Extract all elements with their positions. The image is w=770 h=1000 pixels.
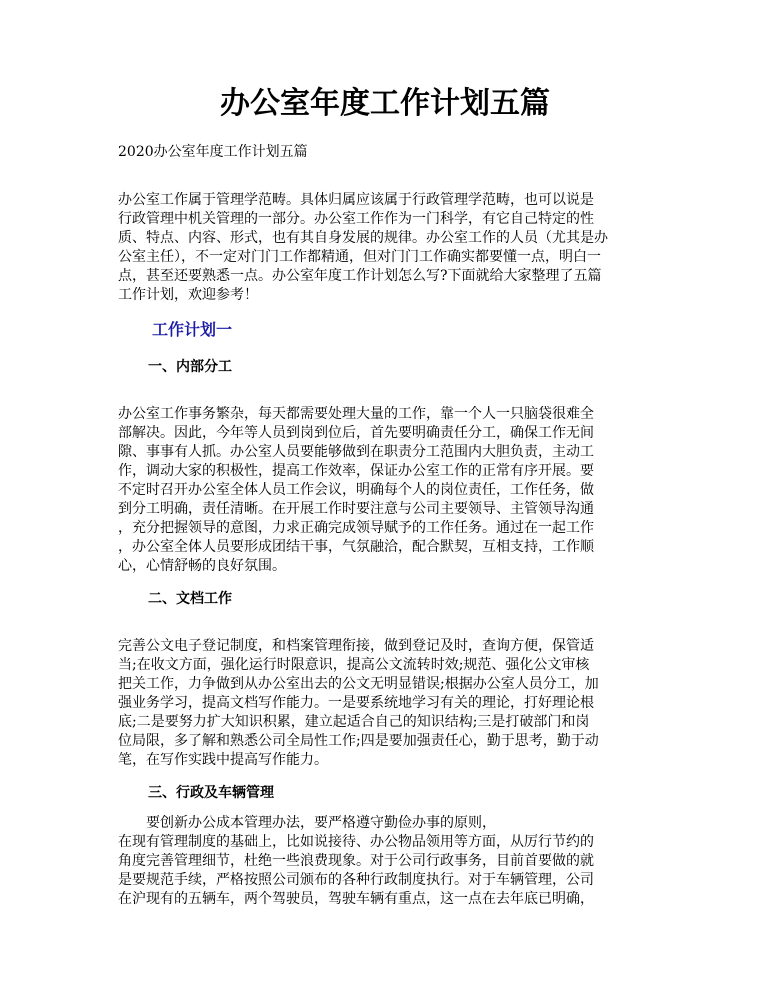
paragraph-line: 当;在收文方面，强化运行时限意识，提高公文流转时效;规范、强化公文审核 — [118, 657, 590, 673]
intro-line: 行政管理中机关管理的一部分。办公室工作作为一门科学，有它自己特定的性 — [118, 211, 594, 227]
intro-line: 办公室工作属于管理学范畴。具体归属应该属于行政管理学范畴，也可以说是 — [118, 192, 594, 208]
paragraph-line: 部解决。因此，今年等人员到岗到位后，首先要明确责任分工，确保工作无间 — [118, 425, 594, 441]
paragraph-line: 把关工作，力争做到从办公室出去的公文无明显错误;根据办公室人员分工，加 — [118, 676, 599, 692]
document-subtitle: 2020办公室年度工作计划五篇 — [118, 144, 308, 160]
paragraph-line: 到分工明确，责任清晰。在开展工作时要注意与公司主要领导、主管领导沟通 — [118, 501, 594, 517]
paragraph-line: 位局限，多了解和熟悉公司全局性工作;四是要加强责任心，勤于思考，勤于动 — [118, 733, 599, 749]
paragraph-line: ，办公室全体人员要形成团结干事，气氛融洽，配合默契，互相支持，工作顺 — [118, 539, 594, 555]
paragraph-line: 是要规范手续，严格按照公司颁布的各种行政制度执行。对于车辆管理，公司 — [118, 872, 594, 888]
paragraph-line: ，充分把握领导的意图，力求正确完成领导赋予的工作任务。通过在一起工作 — [118, 520, 594, 536]
document-title: 办公室年度工作计划五篇 — [220, 86, 550, 121]
paragraph-line: 完善公文电子登记制度，和档案管理衔接，做到登记及时，查询方便，保管适 — [118, 638, 594, 654]
paragraph-line: 不定时召开办公室全体人员工作会议，明确每个人的岗位责任，工作任务，做 — [118, 482, 594, 498]
paragraph-line: 笔，在写作实践中提高写作能力。 — [118, 752, 328, 768]
intro-line: 点，甚至还要熟悉一点。办公室年度工作计划怎么写?下面就给大家整理了五篇 — [118, 268, 602, 284]
plan-heading: 工作计划一 — [152, 320, 233, 339]
paragraph-line: 办公室工作事务繁杂，每天都需要处理大量的工作，靠一个人一只脑袋很难全 — [118, 406, 594, 422]
intro-line: 质、特点、内容、形式，也有其自身发展的规律。办公室工作的人员（尤其是办 — [118, 230, 608, 246]
paragraph-line: 在沪现有的五辆车，两个驾驶员，驾驶车辆有重点，这一点在去年底已明确， — [118, 891, 594, 907]
section-heading-admin-vehicles: 三、行政及车辆管理 — [148, 785, 274, 801]
intro-line: 工作计划，欢迎参考！ — [118, 287, 258, 303]
paragraph-line: 隙、事事有人抓。办公室人员要能够做到在职责分工范围内大胆负责，主动工 — [118, 444, 594, 460]
intro-paragraph — [118, 191, 658, 305]
section-1-paragraph — [118, 405, 658, 576]
section-3-paragraph — [118, 814, 658, 909]
paragraph-line: 在现有管理制度的基础上，比如说接待、办公物品领用等方面，从厉行节约的 — [118, 834, 594, 850]
paragraph-line: 要创新办公成本管理办法，要严格遵守勤俭办事的原则， — [118, 815, 496, 831]
paragraph-line: 角度完善管理细节，杜绝一些浪费现象。对于公司行政事务，目前首要做的就 — [118, 853, 594, 869]
paragraph-line: 作，调动大家的积极性，提高工作效率，保证办公室工作的正常有序开展。要 — [118, 463, 594, 479]
section-heading-documents: 二、文档工作 — [148, 591, 232, 607]
section-heading-internal-division: 一、内部分工 — [148, 359, 232, 375]
paragraph-line: 心，心情舒畅的良好氛围。 — [118, 558, 286, 574]
paragraph-line: 底;二是要努力扩大知识积累，建立起适合自己的知识结构;三是打破部门和岗 — [118, 714, 590, 730]
section-2-paragraph — [118, 637, 658, 770]
paragraph-line: 强业务学习，提高文档写作能力。一是要系统地学习有关的理论，打好理论根 — [118, 695, 594, 711]
intro-line: 公室主任），不一定对门门工作都精通，但对门门工作确实都要懂一点，明白一 — [118, 249, 601, 265]
